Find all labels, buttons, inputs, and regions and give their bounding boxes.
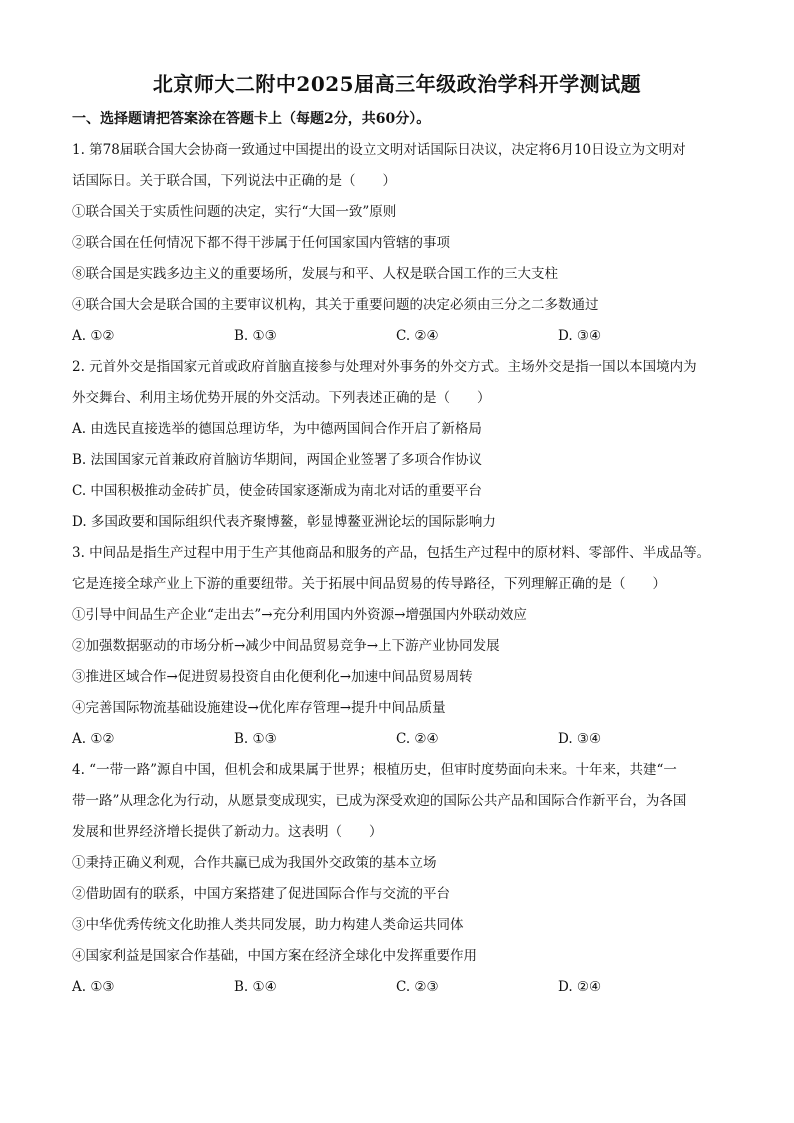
statement: ④国家利益是国家合作基础，中国方案在经济全球化中发挥重要作用 <box>72 948 477 964</box>
statement: ④完善国际物流基础设施建设→优化库存管理→提升中间品质量 <box>72 700 446 716</box>
question-list <box>72 140 752 1008</box>
option-a: A. 由选民直接选举的德国总理访华，为中德两国间合作开启了新格局 <box>72 421 482 437</box>
statement: ③中华优秀传统文化助推人类共同发展，助力构建人类命运共同体 <box>72 917 464 933</box>
question-stem-line: 带一路”从理念化为行动，从愿景变成现实，已成为深受欢迎的国际公共产品和国际合作新平台，为各国 <box>72 793 687 809</box>
page-title: 北京师大二附中2025届高三年级政治学科开学测试题 <box>152 72 642 96</box>
question-2 <box>72 357 752 543</box>
statement: ④联合国大会是联合国的主要审议机构，其关于重要问题的决定必须由三分之二多数通过 <box>72 297 599 313</box>
question-stem-line: 发展和世界经济增长提供了新动力。这表明（ ） <box>72 824 383 840</box>
question-3 <box>72 543 752 760</box>
option-b: B. ①④ <box>234 979 277 995</box>
option-d: D. ③④ <box>558 328 602 344</box>
statement: ②借助固有的联系，中国方案搭建了促进国际合作与交流的平台 <box>72 886 450 902</box>
option-c: C. ②④ <box>396 731 439 747</box>
question-stem-line: 2. 元首外交是指国家元首或政府首脑直接参与处理对外事务的外交方式。主场外交是指一国以本国境内为 <box>72 359 697 375</box>
question-stem-line: 3. 中间品是指生产过程中用于生产其他商品和服务的产品，包括生产过程中的原材料、零部件、半成品等。 <box>72 545 711 561</box>
statement: ①引导中间品生产企业“走出去”→充分利用国内外资源→增强国内外联动效应 <box>72 607 527 623</box>
statement: ⑧联合国是实践多边主义的重要场所，发展与和平、人权是联合国工作的三大支柱 <box>72 266 558 282</box>
option-c: C. ②④ <box>396 328 439 344</box>
option-a: A. ①② <box>72 731 115 747</box>
question-stem-line: 它是连接全球产业上下游的重要纽带。关于拓展中间品贸易的传导路径，下列理解正确的是（ ） <box>72 576 666 592</box>
statement: ②加强数据驱动的市场分析→减少中间品贸易竞争→上下游产业协同发展 <box>72 638 500 654</box>
question-stem-line: 4. “一带一路”源自中国，但机会和成果属于世界；根植历史，但审时度势面向未来。十年来，共建“一 <box>72 762 677 778</box>
option-c: C. 中国积极推动金砖扩员，使金砖国家逐渐成为南北对话的重要平台 <box>72 483 482 499</box>
option-a: A. ①② <box>72 328 115 344</box>
question-stem-line: 话国际日。关于联合国，下列说法中正确的是（ ） <box>72 173 396 189</box>
option-c: C. ②③ <box>396 979 439 995</box>
answer-options <box>72 729 752 760</box>
statement: ①联合国关于实质性问题的决定，实行“大国一致”原则 <box>72 204 397 220</box>
statement: ②联合国在任何情况下都不得干涉属于任何国家国内管辖的事项 <box>72 235 450 251</box>
question-1 <box>72 140 752 357</box>
question-stem-line: 外交舞台、利用主场优势开展的外交活动。下列表述正确的是（ ） <box>72 390 491 406</box>
statement: ③推进区域合作→促进贸易投资自由化便利化→加速中间品贸易周转 <box>72 669 473 685</box>
answer-options <box>72 977 752 1008</box>
option-d: D. 多国政要和国际组织代表齐聚博鳌，彰显博鳌亚洲论坛的国际影响力 <box>72 514 496 530</box>
option-a: A. ①③ <box>72 979 115 995</box>
option-b: B. ①③ <box>234 731 277 747</box>
option-d: D. ③④ <box>558 731 602 747</box>
section-heading: 一、选择题请把答案涂在答题卡上（每题2分，共60分）。 <box>72 111 431 127</box>
question-4 <box>72 760 752 1008</box>
answer-options <box>72 326 752 357</box>
option-b: B. 法国国家元首兼政府首脑访华期间，两国企业签署了多项合作协议 <box>72 452 483 468</box>
statement: ①秉持正确义利观，合作共赢已成为我国外交政策的基本立场 <box>72 855 437 871</box>
question-stem-line: 1. 第78届联合国大会协商一致通过中国提出的设立文明对话国际日决议，决定将6月10日设立为文明对 <box>72 142 686 158</box>
option-d: D. ②④ <box>558 979 602 995</box>
option-b: B. ①③ <box>234 328 277 344</box>
